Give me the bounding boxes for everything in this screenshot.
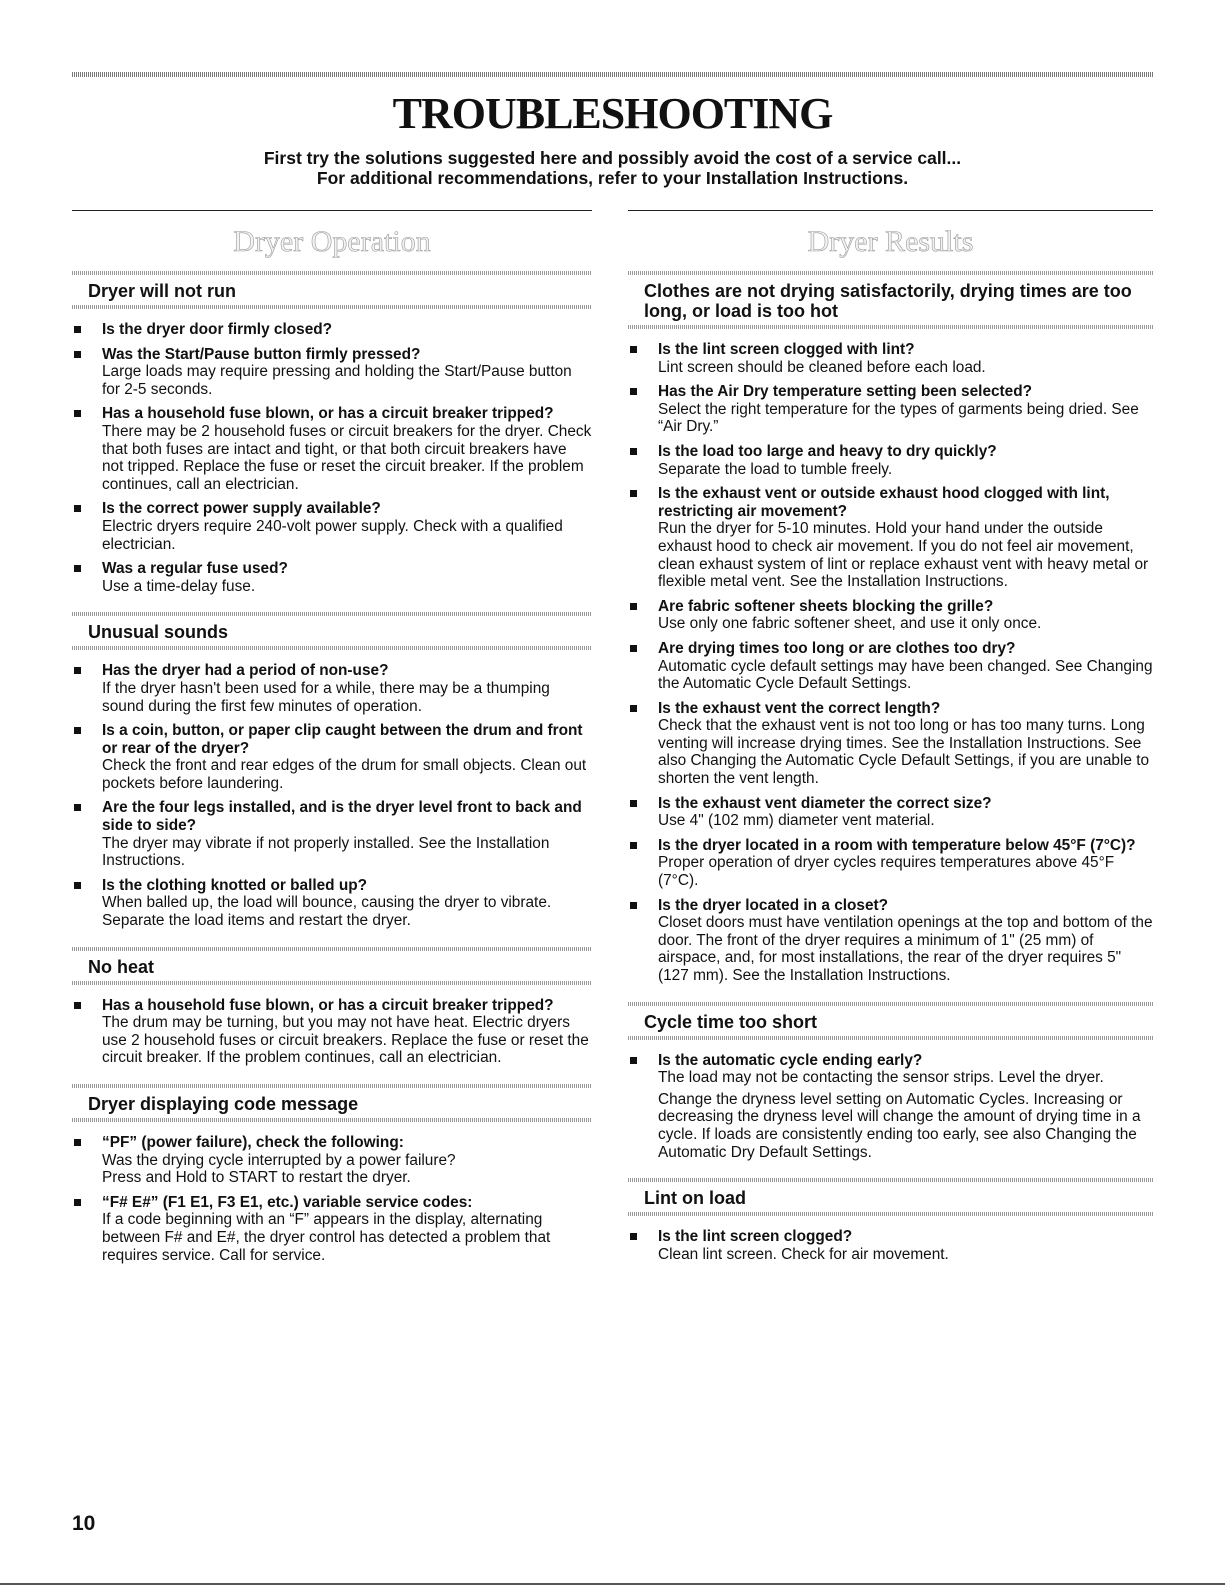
- answer-text: Run the dryer for 5-10 minutes. Hold your hand under the outside exhaust hood to check air movement. If you do not feel air movement, clean exhaust system of lint or replace exhaust vent with heavy metal or flexible metal vent. See the Installation Instructions.: [658, 520, 1149, 591]
- bullet-icon: [74, 1002, 81, 1009]
- column-rule: [72, 210, 592, 211]
- list-item: [628, 383, 1153, 436]
- bullet-icon: [630, 1057, 637, 1064]
- answer-text: Automatic cycle default settings may have been changed. See Changing the Automatic Cycle Default Settings.: [658, 657, 1153, 693]
- section-title: Unusual sounds: [88, 622, 229, 643]
- section-items: [628, 1040, 1153, 1179]
- section-title: Clothes are not drying satisfactorily, drying times are too long, or load is too hot: [644, 281, 1132, 321]
- section-title: No heat: [88, 956, 155, 977]
- answer-text: Large loads may require pressing and holding the Start/Pause button for 2-5 seconds.: [102, 363, 572, 398]
- answer-text: The load may not be contacting the sensor strips. Level the dryer.: [658, 1069, 1104, 1087]
- bullet-icon: [630, 388, 637, 395]
- section-items: [628, 1216, 1153, 1280]
- bullet-icon: [630, 1233, 637, 1240]
- question-text: Is the exhaust vent diameter the correct size?: [658, 794, 992, 812]
- list-item: [628, 598, 1153, 633]
- question-text: Has the dryer had a period of non-use?: [102, 662, 389, 680]
- list-item: [72, 1194, 592, 1264]
- question-text: Is the automatic cycle ending early?: [658, 1051, 923, 1069]
- question-text: “PF” (power failure), check the following:: [102, 1134, 404, 1151]
- bullet-icon: [630, 346, 637, 353]
- answer-text: The drum may be turning, but you may not have heat. Electric dryers use 2 household fuses or circuit breakers. Replace the fuse or reset the circuit breaker. If the problem continues, call an electrician.: [102, 1014, 589, 1067]
- bullet-icon: [630, 800, 637, 807]
- bullet-icon: [630, 902, 637, 909]
- answer-text: There may be 2 household fuses or circuit breakers for the dryer. Check that both fuses are intact and tight, or that both circuit breakers have not tripped. Replace the fuse or reset the circuit breaker. If the problem continues, call an electrician.: [102, 422, 592, 493]
- question-text: Was the Start/Pause button firmly pressed?: [102, 345, 421, 363]
- section-items: [72, 309, 592, 612]
- answer-text: Use 4" (102 mm) diameter vent material.: [658, 812, 935, 830]
- bullet-icon: [74, 727, 81, 734]
- bullet-icon: [74, 1199, 81, 1206]
- list-item: [72, 321, 592, 339]
- answer-text: Closet doors must have ventilation openings at the top and bottom of the door. The front of the dryer requires a minimum of 1" (25 mm) of airspace, and, for most installations, the rear of the dryer requires 5" (127 mm). See the Installation Instructions.: [658, 914, 1153, 984]
- top-rule: [72, 72, 1153, 77]
- dryer-results-heading: Dryer Results: [807, 225, 974, 258]
- list-item: [72, 560, 592, 595]
- section-items: [72, 985, 592, 1084]
- list-item: [628, 1228, 1153, 1263]
- question-text: Is the clothing knotted or balled up?: [102, 876, 368, 894]
- list-item: [628, 897, 1153, 985]
- bullet-icon: [74, 565, 81, 572]
- question-text: Is the correct power supply available?: [102, 500, 381, 518]
- list-item: [628, 485, 1153, 591]
- page-title: TROUBLESHOOTING: [392, 89, 833, 138]
- section-items: [72, 1122, 592, 1281]
- answer-text: Use a time-delay fuse.: [102, 577, 256, 595]
- answer-text: Check the front and rear edges of the drum for small objects. Clean out pockets before laundering.: [102, 757, 587, 792]
- question-text: Is the lint screen clogged with lint?: [658, 341, 915, 358]
- section-items: [72, 650, 592, 946]
- bullet-icon: [74, 351, 81, 358]
- answer-text: Lint screen should be cleaned before each load.: [658, 358, 986, 376]
- page-subtitle: [0, 148, 1225, 188]
- list-item: [72, 662, 592, 715]
- list-item: [72, 997, 592, 1067]
- question-text: Has a household fuse blown, or has a circuit breaker tripped?: [102, 996, 554, 1014]
- bullet-icon: [630, 645, 637, 652]
- question-text: Is the exhaust vent or outside exhaust hood clogged with lint, restricting air movement?: [658, 485, 1110, 520]
- bullet-icon: [74, 667, 81, 674]
- dryer-operation-heading: Dryer Operation: [233, 225, 431, 258]
- page-number: 10: [72, 1512, 96, 1535]
- list-item: [628, 795, 1153, 830]
- dryer-operation-column: [72, 210, 592, 1281]
- bullet-icon: [630, 705, 637, 712]
- subtitle-line-2: For additional recommendations, refer to your Installation Instructions.: [316, 168, 909, 188]
- list-item: [72, 346, 592, 399]
- section-title: Dryer displaying code message: [88, 1094, 359, 1114]
- list-item: [628, 640, 1153, 693]
- question-text: Is the dryer located in a room with temperature below 45°F (7°C)?: [658, 836, 1136, 854]
- list-item: [72, 405, 592, 493]
- question-text: Is the load too large and heavy to dry quickly?: [658, 442, 997, 460]
- list-item: [72, 500, 592, 553]
- answer-text: Electric dryers require 240-volt power supply. Check with a qualified electrician.: [102, 517, 563, 553]
- answer-extra-text: Change the dryness level setting on Automatic Cycles. Increasing or decreasing the dryness level will change the amount of drying time in a cycle. If loads are consistently ending too early, see also Changing the Automatic Dry Default Settings.: [658, 1090, 1141, 1161]
- question-text: Is the exhaust vent the correct length?: [658, 699, 941, 717]
- list-item: [72, 877, 592, 930]
- section-items: [628, 329, 1153, 1002]
- list-item: [72, 722, 592, 792]
- list-item: [628, 700, 1153, 788]
- dryer-results-sections: [628, 271, 1153, 1280]
- list-item: [72, 799, 592, 869]
- answer-text: Use only one fabric softener sheet, and use it only once.: [658, 615, 1042, 633]
- bullet-icon: [630, 603, 637, 610]
- subtitle-line-1: First try the solutions suggested here and possibly avoid the cost of a service call...: [263, 148, 962, 168]
- column-rule: [628, 210, 1153, 211]
- bullet-icon: [74, 1139, 81, 1146]
- section-title: Cycle time too short: [644, 1011, 818, 1032]
- dryer-results-column: [628, 210, 1153, 1280]
- question-text: Has a household fuse blown, or has a circuit breaker tripped?: [102, 405, 554, 423]
- section-title: Dryer will not run: [88, 281, 237, 301]
- question-text: “F# E#” (F1 E1, F3 E1, etc.) variable service codes:: [102, 1193, 473, 1211]
- answer-text: Proper operation of dryer cycles requires temperatures above 45°F (7°C).: [658, 854, 1115, 890]
- question-text: Is the lint screen clogged?: [658, 1228, 853, 1246]
- answer-text: Check that the exhaust vent is not too long or has too many turns. Long venting will increase drying times. See the Installation Instructions. See also Changing the Automatic Cycle Default Settings, if you are unable to shorten the vent length.: [658, 717, 1150, 788]
- bullet-icon: [74, 882, 81, 889]
- list-item: [628, 443, 1153, 478]
- answer-text: Was the drying cycle interrupted by a power failure? Press and Hold to START to restart the dryer.: [102, 1151, 456, 1187]
- question-text: Has the Air Dry temperature setting been selected?: [658, 383, 1033, 401]
- list-item: [628, 341, 1153, 376]
- bullet-icon: [630, 448, 637, 455]
- question-text: Was a regular fuse used?: [102, 560, 288, 578]
- bullet-icon: [74, 505, 81, 512]
- answer-text: Clean lint screen. Check for air movement.: [658, 1245, 949, 1263]
- question-text: Is a coin, button, or paper clip caught between the drum and front or rear of the dryer?: [102, 722, 583, 757]
- bullet-icon: [74, 326, 81, 333]
- question-text: Is the dryer door firmly closed?: [102, 321, 333, 338]
- dryer-operation-sections: [72, 271, 592, 1281]
- bullet-icon: [74, 410, 81, 417]
- section-title: Lint on load: [644, 1188, 746, 1209]
- list-item: [628, 1052, 1153, 1162]
- question-text: Is the dryer located in a closet?: [658, 896, 889, 914]
- answer-text: Select the right temperature for the types of garments being dried. See “Air Dry.”: [658, 400, 1139, 436]
- answer-text: If a code beginning with an “F” appears in the display, alternating between F# and E#, the dryer control has detected a problem that requires service. Call for service.: [102, 1211, 551, 1264]
- question-text: Are drying times too long or are clothes too dry?: [658, 639, 1016, 657]
- bullet-icon: [74, 804, 81, 811]
- list-item: [72, 1134, 592, 1187]
- list-item: [628, 837, 1153, 890]
- question-text: Are fabric softener sheets blocking the grille?: [658, 597, 994, 615]
- answer-text: When balled up, the load will bounce, causing the dryer to vibrate. Separate the load items and restart the dryer.: [102, 894, 552, 930]
- answer-text: Separate the load to tumble freely.: [658, 460, 893, 478]
- answer-text: If the dryer hasn't been used for a while, there may be a thumping sound during the first few minutes of operation.: [102, 679, 550, 715]
- bullet-icon: [630, 842, 637, 849]
- answer-text: The dryer may vibrate if not properly installed. See the Installation Instructions.: [102, 834, 550, 870]
- bullet-icon: [630, 490, 637, 497]
- question-text: Are the four legs installed, and is the dryer level front to back and side to side?: [102, 799, 582, 835]
